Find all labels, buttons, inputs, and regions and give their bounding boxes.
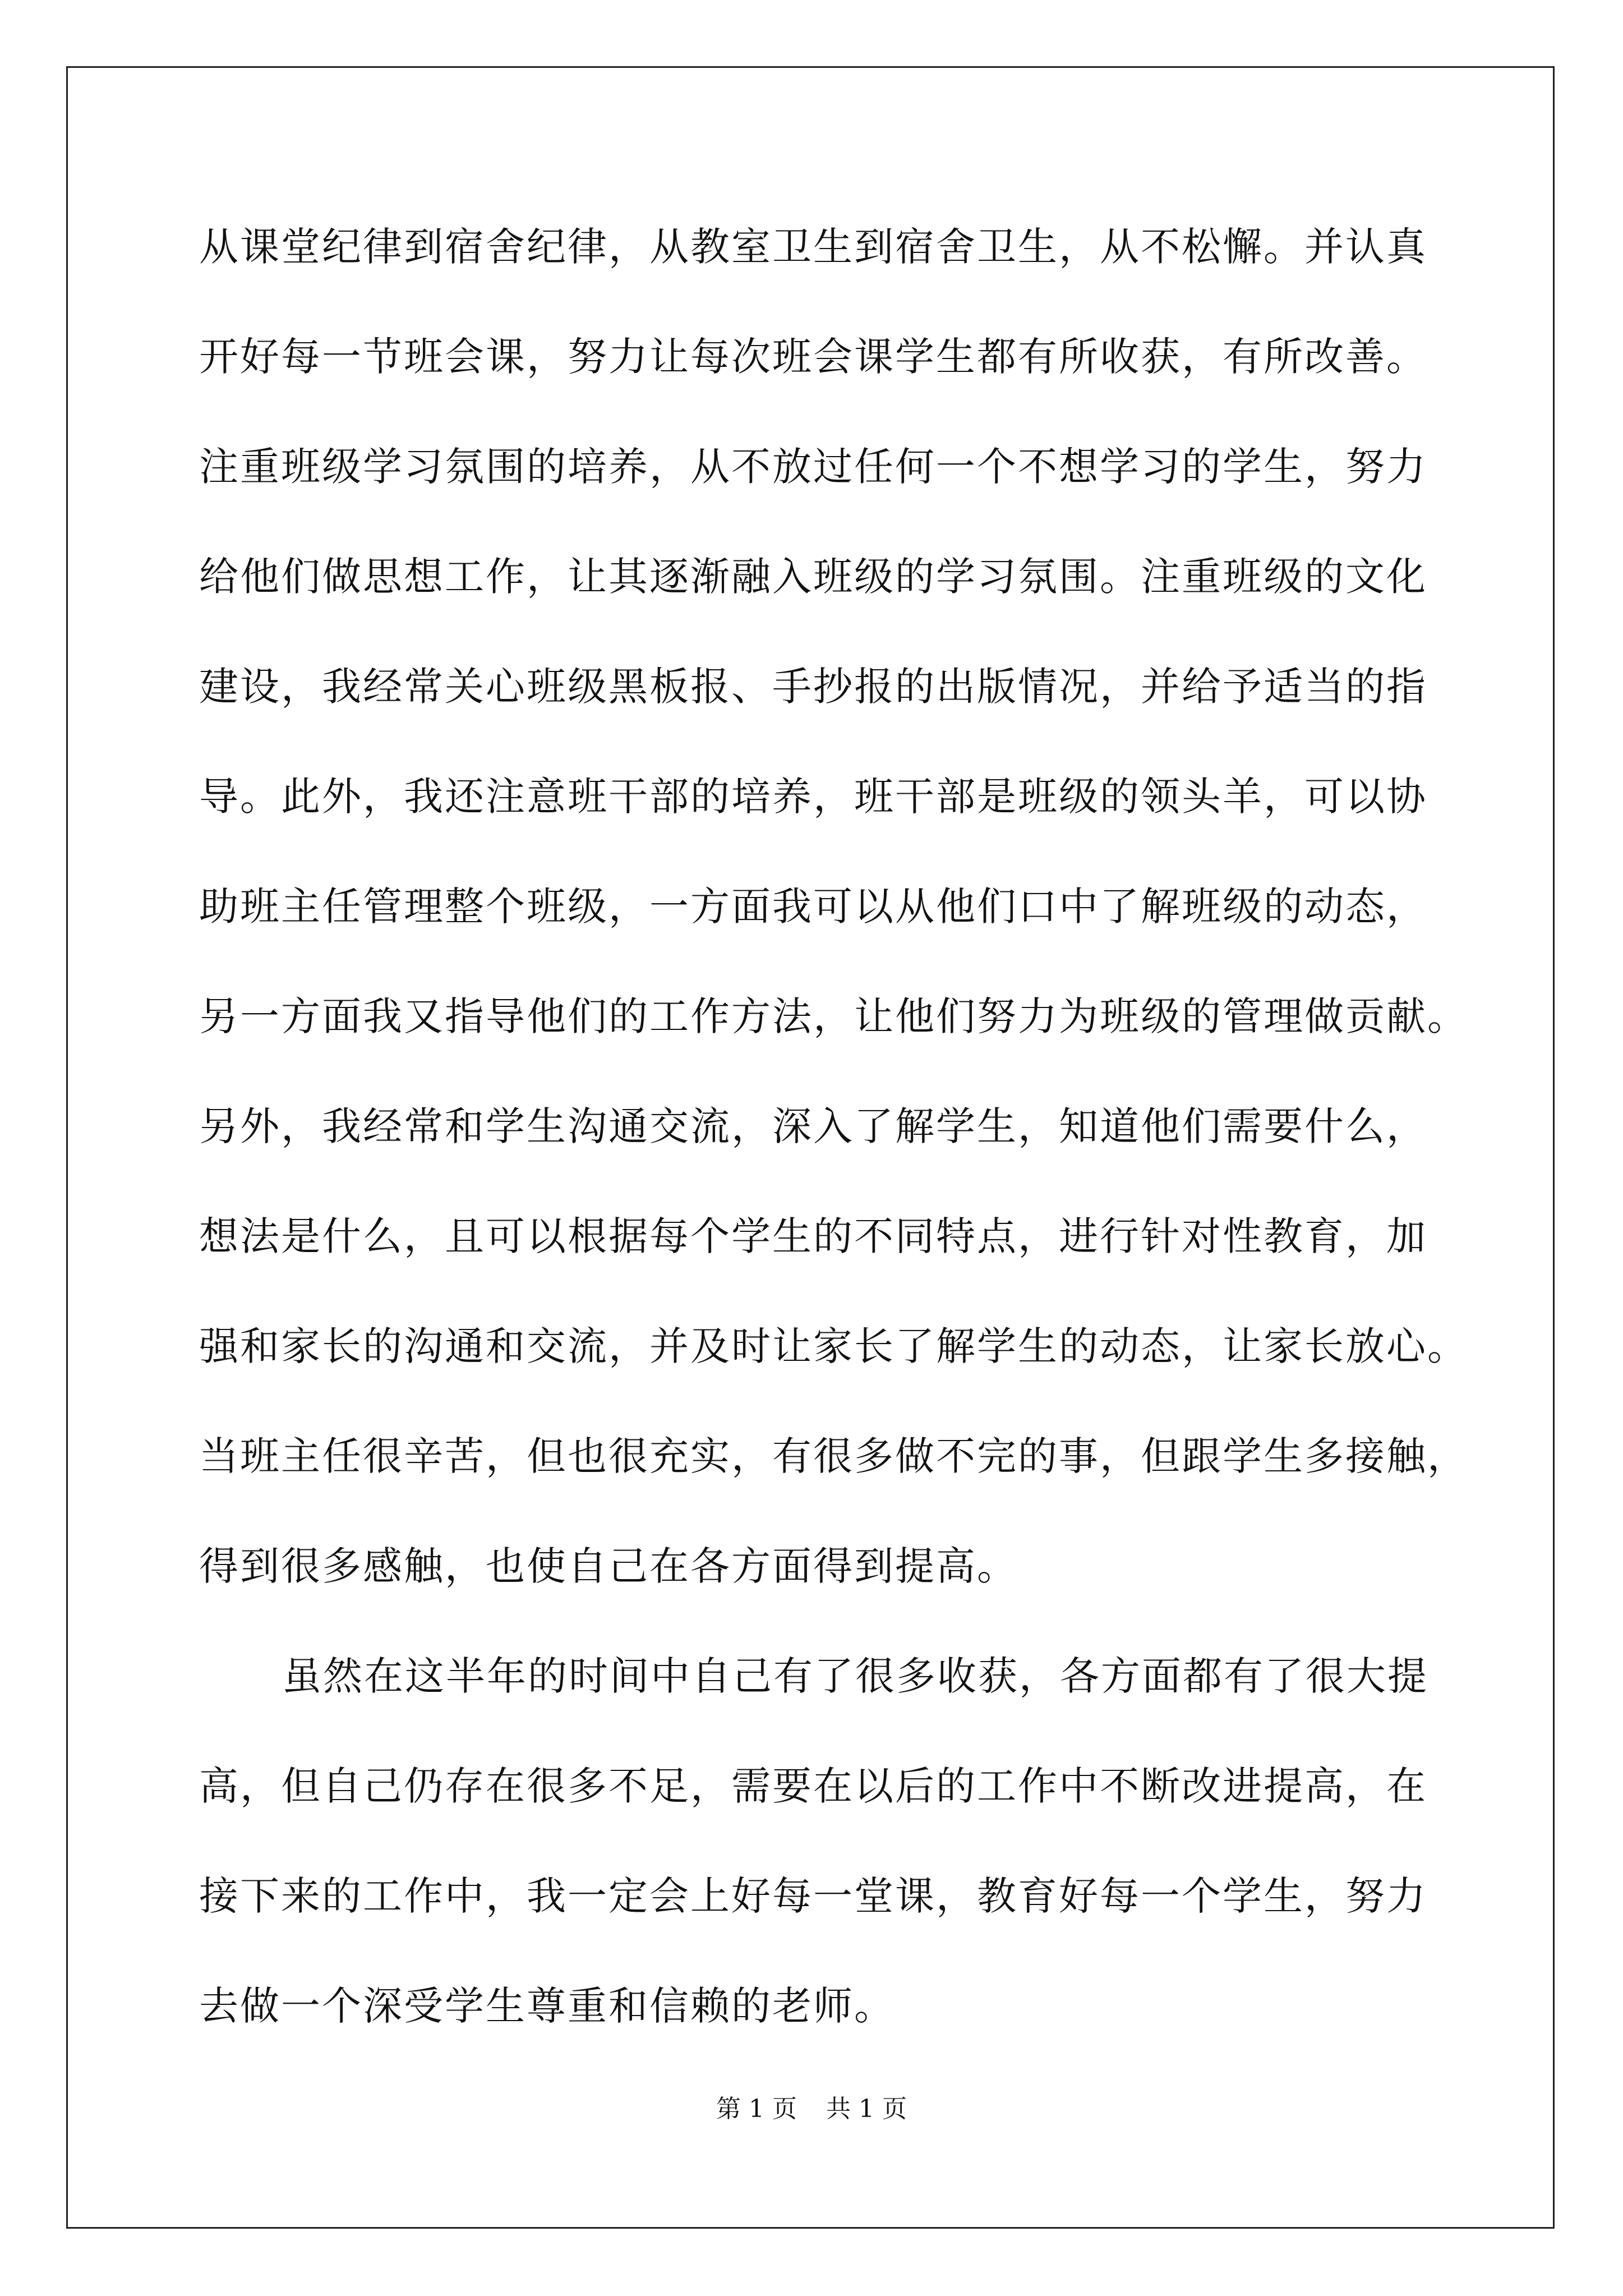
paragraph-1 xyxy=(199,213,1468,1642)
text-line: 另外，我经常和学生沟通交流，深入了解学生，知道他们需要什么， xyxy=(199,1103,1427,1149)
page-number-total: 共 1 页 xyxy=(826,2095,907,2123)
paragraph-2 xyxy=(199,1642,1444,2082)
page-footer xyxy=(0,2092,1623,2126)
text-line: 得到很多感触，也使自己在各方面得到提高。 xyxy=(199,1543,1018,1589)
text-line: 去做一个深受学生尊重和信赖的老师。 xyxy=(199,1983,895,2029)
document-body xyxy=(199,213,1468,2082)
text-line: 注重班级学习氛围的培养，从不放过任何一个不想学习的学生，努力 xyxy=(199,444,1427,490)
text-line: 接下来的工作中，我一定会上好每一堂课，教育好每一个学生，努力 xyxy=(199,1873,1427,1919)
text-line: 导。此外，我还注意班干部的培养，班干部是班级的领头羊，可以协 xyxy=(199,774,1427,820)
text-line: 另一方面我又指导他们的工作方法，让他们努力为班级的管理做贡献。 xyxy=(199,993,1468,1039)
text-line: 高，但自己仍存在很多不足，需要在以后的工作中不断改进提高，在 xyxy=(199,1763,1427,1809)
text-line: 给他们做思想工作，让其逐渐融入班级的学习氛围。注重班级的文化 xyxy=(199,554,1427,600)
text-line: 助班主任管理整个班级，一方面我可以从他们口中了解班级的动态， xyxy=(199,884,1427,930)
text-line: 当班主任很辛苦，但也很充实，有很多做不完的事，但跟学生多接触， xyxy=(199,1433,1468,1479)
text-line: 强和家长的沟通和交流，并及时让家长了解学生的动态，让家长放心。 xyxy=(199,1323,1468,1369)
text-line: 开好每一节班会课，努力让每次班会课学生都有所收获，有所改善。 xyxy=(199,334,1427,380)
text-line: 从课堂纪律到宿舍纪律，从教室卫生到宿舍卫生，从不松懈。并认真 xyxy=(199,224,1427,270)
text-line: 建设，我经常关心班级黑板报、手抄报的出版情况，并给予适当的指 xyxy=(199,664,1427,710)
text-line: 想法是什么，且可以根据每个学生的不同特点，进行针对性教育，加 xyxy=(199,1213,1427,1259)
text-line: 虽然在这半年的时间中自己有了很多收获，各方面都有了很大提 xyxy=(282,1653,1428,1699)
page-number-current: 第 1 页 xyxy=(716,2095,797,2123)
